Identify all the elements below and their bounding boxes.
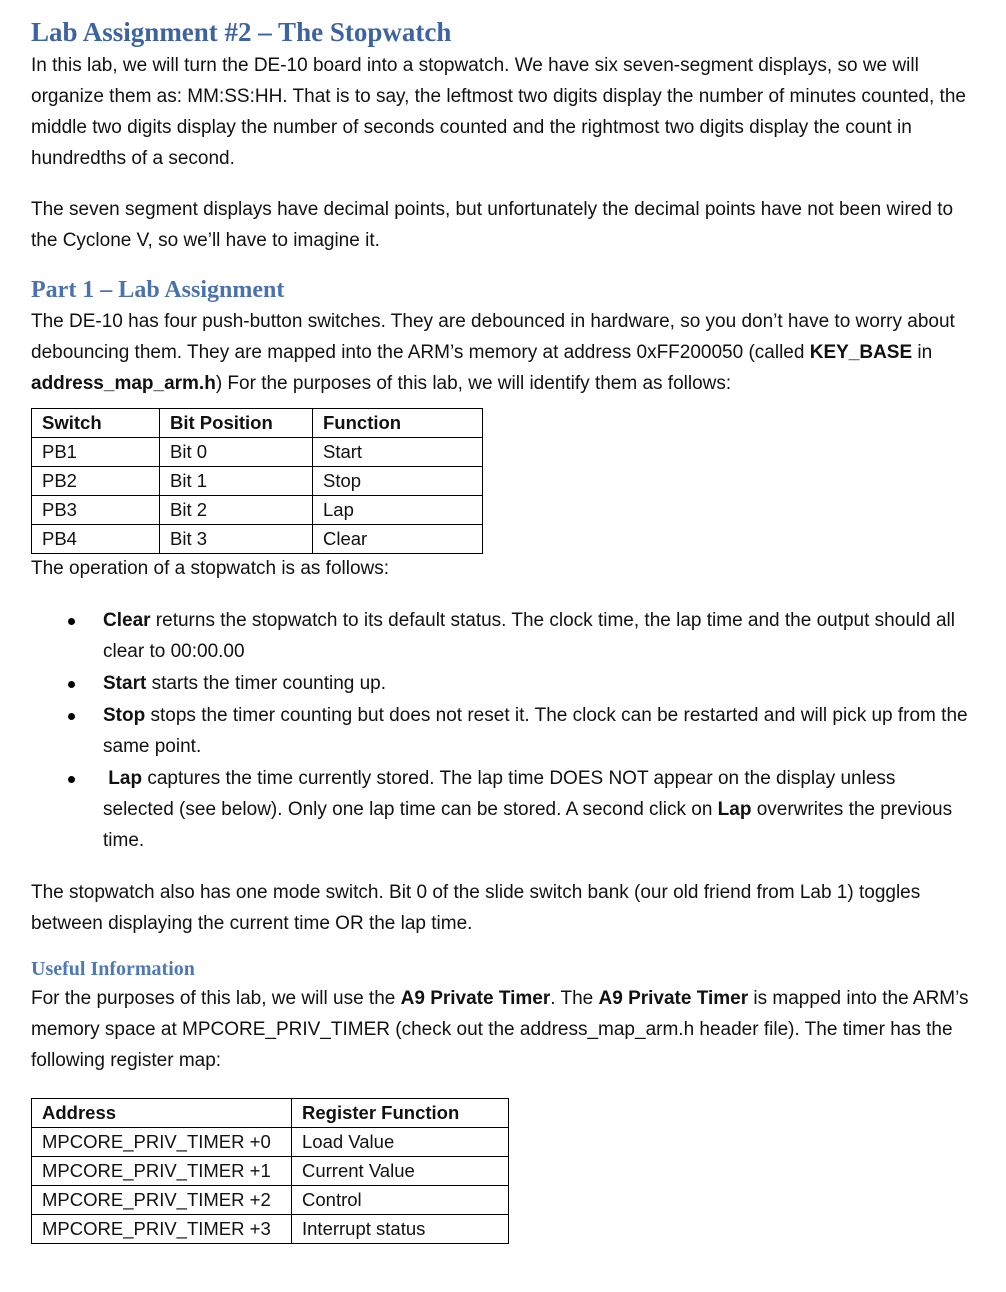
timer-term: A9 Private Timer xyxy=(598,988,749,1009)
table-row xyxy=(32,1215,509,1244)
intro-paragraph-2: The seven segment displays have decimal points, but unfortunately the decimal points have not been wired to the Cyclone V, so we’ll have to imagine it. xyxy=(31,199,954,251)
table-cell: PB4 xyxy=(32,525,160,554)
mode-paragraph: The stopwatch also has one mode switch. Bit 0 of the slide switch bank (our old friend from Lab 1) toggles between displaying the current time OR the lap time. xyxy=(31,882,921,934)
bullet-term: Lap xyxy=(108,768,143,789)
table-row xyxy=(32,525,483,554)
useful-info-heading: Useful Information xyxy=(31,958,195,980)
table-row xyxy=(32,467,483,496)
bullet-icon xyxy=(68,776,75,783)
switch-table-header: Switch xyxy=(32,409,160,438)
useful-paragraph: For the purposes of this lab, we will use the A9 Private Timer. The A9 Private Timer is mapped into the ARM’s memory space at MPCORE_PRIV_TIMER (check out the address_map_arm.h header file). The timer has the following register map: xyxy=(31,988,969,1071)
table-cell: Interrupt status xyxy=(292,1215,509,1244)
table-row xyxy=(32,496,483,525)
document-page xyxy=(31,14,971,1244)
bullet-term: Start xyxy=(103,673,147,694)
list-item: Stop stops the timer counting but does not reset it. The clock can be restarted and will pick up from the same point. xyxy=(31,700,971,762)
table-cell: Start xyxy=(313,438,483,467)
table-row xyxy=(32,1186,509,1215)
register-table-header: Address xyxy=(32,1099,292,1128)
table-cell: MPCORE_PRIV_TIMER +0 xyxy=(32,1128,292,1157)
switch-table xyxy=(31,408,483,554)
register-table xyxy=(31,1098,509,1244)
table-cell: Bit 0 xyxy=(160,438,313,467)
bullet-term: Stop xyxy=(103,705,146,726)
table-cell: PB1 xyxy=(32,438,160,467)
list-item: Lap captures the time currently stored. The lap time DOES NOT appear on the display unless selected (see below). Only one lap time can be stored. A second click on Lap overwrites the previous time. xyxy=(31,763,971,856)
key-base-term: KEY_BASE xyxy=(809,342,913,363)
operation-intro: The operation of a stopwatch is as follows: xyxy=(31,558,390,579)
bullet-term: Clear xyxy=(103,610,151,631)
table-cell: Clear xyxy=(313,525,483,554)
table-cell: Stop xyxy=(313,467,483,496)
bullet-icon xyxy=(68,618,75,625)
list-item: Start starts the timer counting up. xyxy=(31,668,971,699)
table-cell: MPCORE_PRIV_TIMER +2 xyxy=(32,1186,292,1215)
part1-paragraph: The DE-10 has four push-button switches. They are debounced in hardware, so you don’t have to worry about debouncing them. They are mapped into the ARM’s memory at address 0xFF200050 (called KEY_BASE in address_map_arm.h) For the purposes of this lab, we will identify them as follows: xyxy=(31,311,955,394)
bullet-icon xyxy=(68,681,75,688)
table-row xyxy=(32,1128,509,1157)
operation-list xyxy=(31,605,971,856)
page-title: Lab Assignment #2 – The Stopwatch xyxy=(31,17,452,47)
table-cell: Load Value xyxy=(292,1128,509,1157)
table-cell: Current Value xyxy=(292,1157,509,1186)
bullet-icon xyxy=(68,713,75,720)
intro-paragraph-1: In this lab, we will turn the DE-10 board into a stopwatch. We have six seven-segment displays, so we will organize them as: MM:SS:HH. That is to say, the leftmost two digits display the number of minutes counted, the middle two digits display the number of seconds counted and the rightmost two digits display the count in hundredths of a second. xyxy=(31,55,966,169)
part1-heading: Part 1 – Lab Assignment xyxy=(31,277,285,303)
table-cell: Bit 1 xyxy=(160,467,313,496)
table-cell: PB2 xyxy=(32,467,160,496)
list-item: Clear returns the stopwatch to its default status. The clock time, the lap time and the output should all clear to 00:00.00 xyxy=(31,605,971,667)
table-cell: Control xyxy=(292,1186,509,1215)
table-cell: Bit 2 xyxy=(160,496,313,525)
table-row xyxy=(32,1157,509,1186)
switch-table-header-row xyxy=(32,409,483,438)
table-cell: MPCORE_PRIV_TIMER +3 xyxy=(32,1215,292,1244)
table-cell: Bit 3 xyxy=(160,525,313,554)
switch-table-header: Bit Position xyxy=(160,409,313,438)
table-cell: MPCORE_PRIV_TIMER +1 xyxy=(32,1157,292,1186)
register-table-header-row xyxy=(32,1099,509,1128)
switch-table-header: Function xyxy=(313,409,483,438)
address-map-term: address_map_arm.h xyxy=(31,373,216,394)
table-cell: PB3 xyxy=(32,496,160,525)
table-row xyxy=(32,438,483,467)
timer-term: A9 Private Timer xyxy=(400,988,551,1009)
table-cell: Lap xyxy=(313,496,483,525)
register-table-header: Register Function xyxy=(292,1099,509,1128)
bullet-term: Lap xyxy=(717,799,752,820)
